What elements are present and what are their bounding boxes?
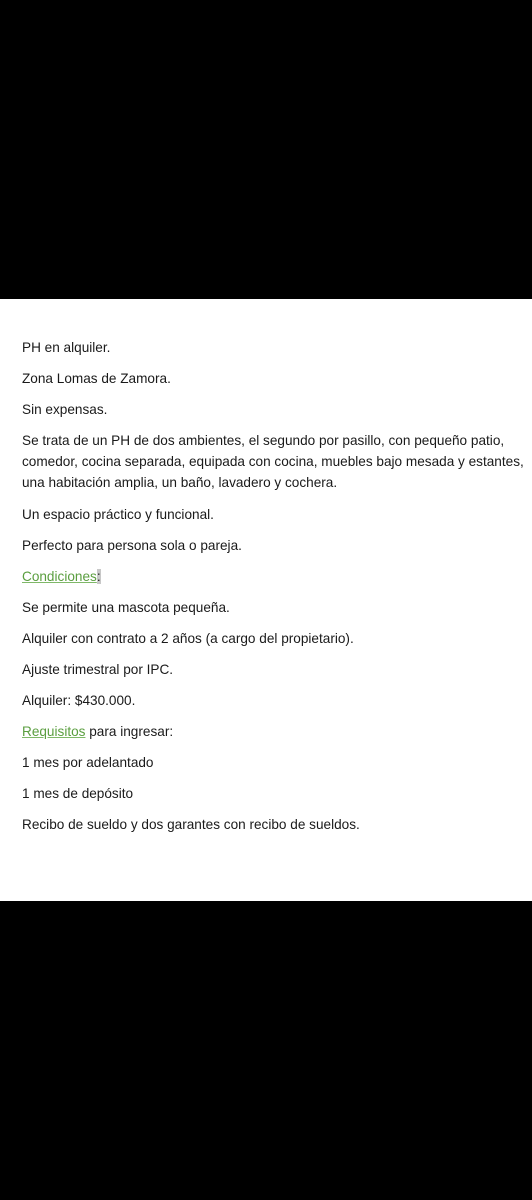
paragraph-guarantees: Recibo de sueldo y dos garantes con recibo de sueldos. <box>22 817 360 832</box>
paragraph-requirements-heading <box>22 721 528 742</box>
conditions-link[interactable]: Condiciones <box>22 569 97 584</box>
paragraph-practical: Un espacio práctico y funcional. <box>22 507 214 522</box>
paragraph-perfect-for: Perfecto para persona sola o pareja. <box>22 538 242 553</box>
paragraph-advance: 1 mes por adelantado <box>22 755 154 770</box>
paragraph-expenses: Sin expensas. <box>22 402 108 417</box>
conditions-colon: : <box>96 569 101 584</box>
bottom-black-bar <box>0 901 532 1200</box>
paragraph-rent-price: Alquiler: $430.000. <box>22 693 136 708</box>
document-page <box>0 299 532 901</box>
paragraph-contract: Alquiler con contrato a 2 años (a cargo del propietario). <box>22 631 354 646</box>
paragraph-conditions-heading <box>22 566 528 587</box>
paragraph-title: PH en alquiler. <box>22 340 111 355</box>
top-black-bar <box>0 0 532 299</box>
paragraph-deposit: 1 mes de depósito <box>22 786 134 801</box>
paragraph-description: Se trata de un PH de dos ambientes, el segundo por pasillo, con pequeño patio, comedor, cocina separada, equipada con cocina, muebles bajo mesada y estantes, una habitación amplia, un baño, lavadero y cochera. <box>22 433 524 490</box>
paragraph-adjustment: Ajuste trimestral por IPC. <box>22 662 174 677</box>
paragraph-pet: Se permite una mascota pequeña. <box>22 600 230 615</box>
paragraph-zone: Zona Lomas de Zamora. <box>22 371 171 386</box>
requirements-link[interactable]: Requisitos <box>22 724 86 739</box>
requirements-rest: para ingresar: <box>85 724 174 739</box>
